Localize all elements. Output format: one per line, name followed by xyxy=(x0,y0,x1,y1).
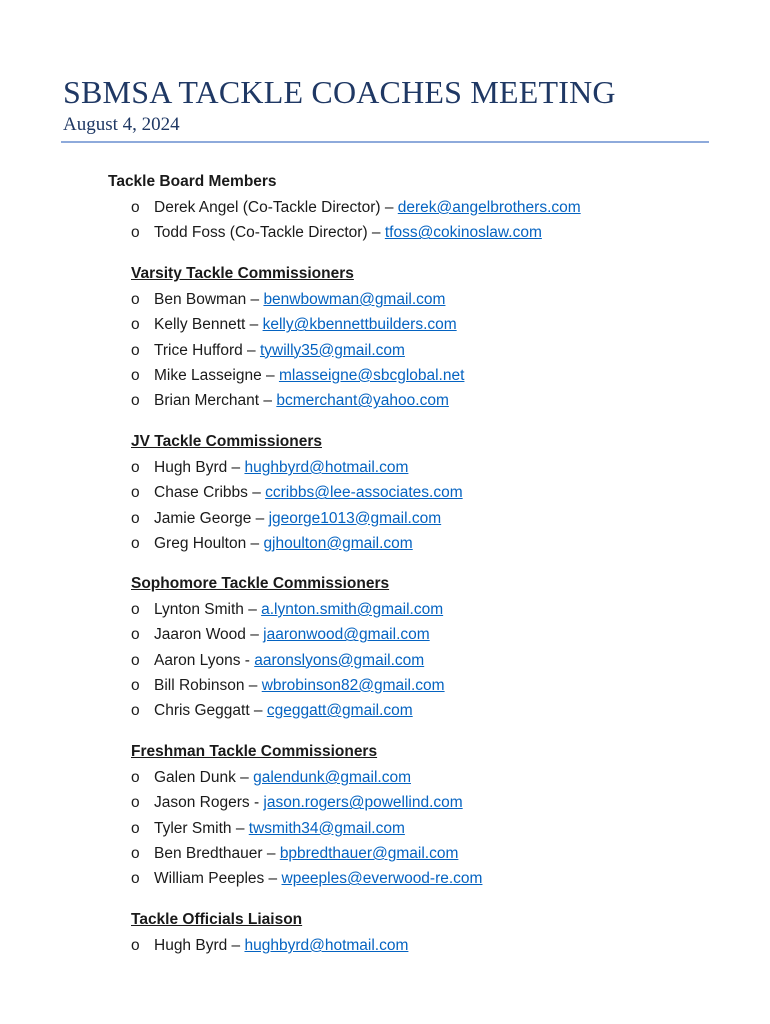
bullet-icon: o xyxy=(131,459,140,476)
contact-item xyxy=(131,652,424,670)
email-link[interactable]: wpeeples@everwood-re.com xyxy=(281,870,483,888)
email-link[interactable]: cgeggatt@gmail.com xyxy=(266,702,413,720)
email-link[interactable]: galendunk@gmail.com xyxy=(253,769,411,786)
bullet-icon: o xyxy=(131,199,140,216)
contact-name: Galen Dunk – xyxy=(154,769,254,786)
contact-item xyxy=(131,937,408,955)
contact-item xyxy=(131,459,408,477)
contact-name: Derek Angel (Co-Tackle Director) – xyxy=(154,199,398,216)
section-heading-tackle-board-members: Tackle Board Members xyxy=(108,173,277,190)
email-link[interactable]: jason.rogers@powellind.com xyxy=(263,794,463,812)
email-link[interactable]: gjhoulton@gmail.com xyxy=(263,534,413,552)
bullet-icon: o xyxy=(131,224,140,242)
contact-name: Kelly Bennett – xyxy=(154,316,263,334)
bullet-icon: o xyxy=(131,534,140,552)
contact-name: Todd Foss (Co-Tackle Director) – xyxy=(154,224,385,242)
contact-item xyxy=(131,392,449,410)
contact-item xyxy=(131,367,464,385)
document-date: August 4, 2024 xyxy=(63,114,180,135)
email-link[interactable]: hughbyrd@hotmail.com xyxy=(244,937,409,954)
email-link[interactable]: tywilly35@gmail.com xyxy=(259,341,405,359)
contact-name: Chase Cribbs – xyxy=(154,484,266,502)
section-heading-tackle-officials-liaison: Tackle Officials Liaison xyxy=(131,911,303,928)
contact-item xyxy=(131,224,542,242)
email-link[interactable]: derek@angelbrothers.com xyxy=(397,199,581,216)
document-title: SBMSA TACKLE COACHES MEETING xyxy=(63,74,616,110)
contact-name: Lynton Smith – xyxy=(154,601,262,618)
contact-name: Hugh Byrd – xyxy=(154,937,245,954)
email-link[interactable]: tfoss@cokinoslaw.com xyxy=(384,224,542,242)
contact-item xyxy=(131,316,457,334)
bullet-icon: o xyxy=(131,870,140,888)
contact-item xyxy=(131,702,413,720)
contact-item xyxy=(131,870,482,888)
bullet-icon: o xyxy=(131,484,140,502)
contact-name: Jaaron Wood – xyxy=(154,626,264,644)
contact-name: Ben Bredthauer – xyxy=(154,844,280,862)
contact-name: Greg Houlton – xyxy=(154,534,264,552)
contact-item xyxy=(131,535,413,553)
email-link[interactable]: bpbredthauer@gmail.com xyxy=(279,844,459,862)
email-link[interactable]: wbrobinson82@gmail.com xyxy=(261,676,445,694)
bullet-icon: o xyxy=(131,844,140,862)
bullet-icon: o xyxy=(131,794,140,812)
bullet-icon: o xyxy=(131,316,140,334)
bullet-icon: o xyxy=(131,341,140,359)
contact-item xyxy=(131,820,405,838)
bullet-icon: o xyxy=(131,702,140,720)
bullet-icon: o xyxy=(131,651,140,669)
section-heading-sophomore-tackle-commissioners: Sophomore Tackle Commissioners xyxy=(131,575,390,592)
contact-item xyxy=(131,677,445,695)
contact-item xyxy=(131,601,443,619)
contact-name: Hugh Byrd – xyxy=(154,459,245,476)
contact-item xyxy=(131,626,430,644)
contact-name: Aaron Lyons - xyxy=(154,651,255,669)
bullet-icon: o xyxy=(131,601,140,618)
email-link[interactable]: a.lynton.smith@gmail.com xyxy=(261,601,444,618)
contact-name: Brian Merchant – xyxy=(154,392,277,410)
section-heading-freshman-tackle-commissioners: Freshman Tackle Commissioners xyxy=(131,743,378,760)
section-heading-varsity-tackle-commissioners: Varsity Tackle Commissioners xyxy=(131,265,354,282)
contact-item xyxy=(131,794,463,812)
email-link[interactable]: twsmith34@gmail.com xyxy=(248,819,405,837)
email-link[interactable]: ccribbs@lee-associates.com xyxy=(265,484,463,502)
contact-item xyxy=(131,510,441,528)
bullet-icon: o xyxy=(131,769,140,786)
contact-name: Ben Bowman – xyxy=(154,291,264,308)
bullet-icon: o xyxy=(131,291,140,308)
contact-name: Tyler Smith – xyxy=(154,819,249,837)
contact-item xyxy=(131,291,445,309)
email-link[interactable]: benwbowman@gmail.com xyxy=(263,291,446,308)
contact-name: William Peeples – xyxy=(154,870,282,888)
email-link[interactable]: jaaronwood@gmail.com xyxy=(263,626,430,644)
bullet-icon: o xyxy=(131,937,140,954)
contact-name: Jason Rogers - xyxy=(154,794,264,812)
contact-item xyxy=(131,199,581,217)
contact-item xyxy=(131,342,405,360)
email-link[interactable]: kelly@kbennettbuilders.com xyxy=(262,316,457,334)
email-link[interactable]: hughbyrd@hotmail.com xyxy=(244,459,409,476)
bullet-icon: o xyxy=(131,392,140,410)
title-divider xyxy=(61,141,709,143)
contact-item xyxy=(131,769,411,787)
contact-item xyxy=(131,845,458,863)
bullet-icon: o xyxy=(131,509,140,527)
contact-name: Chris Geggatt – xyxy=(154,702,267,720)
email-link[interactable]: mlasseigne@sbcglobal.net xyxy=(278,366,465,384)
contact-name: Jamie George – xyxy=(154,509,269,527)
contact-name: Trice Hufford – xyxy=(154,341,260,359)
contact-name: Mike Lasseigne – xyxy=(154,366,279,384)
email-link[interactable]: aaronslyons@gmail.com xyxy=(254,651,425,669)
section-heading-jv-tackle-commissioners: JV Tackle Commissioners xyxy=(131,433,322,450)
bullet-icon: o xyxy=(131,626,140,644)
contact-item xyxy=(131,484,463,502)
email-link[interactable]: jgeorge1013@gmail.com xyxy=(268,509,442,527)
contact-name: Bill Robinson – xyxy=(154,676,262,694)
bullet-icon: o xyxy=(131,676,140,694)
bullet-icon: o xyxy=(131,366,140,384)
bullet-icon: o xyxy=(131,819,140,837)
email-link[interactable]: bcmerchant@yahoo.com xyxy=(276,392,449,410)
